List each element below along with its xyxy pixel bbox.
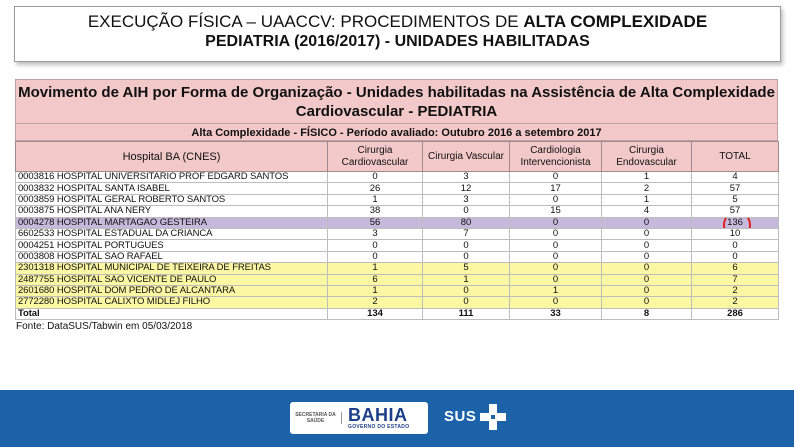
hospital-cell: 0003859 HOSPITAL GERAL ROBERTO SANTOS	[16, 194, 328, 205]
source-note: Fonte: DataSUS/Tabwin em 05/03/2018	[16, 321, 193, 333]
hospital-cell: 2487755 HOSPITAL SAO VICENTE DE PAULO	[16, 274, 328, 285]
cirurgia-cardiovascular-cell: 1	[328, 285, 423, 296]
title-line-1-prefix: EXECUÇÃO FÍSICA – UAACCV: PROCEDIMENTOS DE	[87, 12, 524, 31]
cirurgia-endovascular-cell: 0	[602, 251, 692, 262]
total-cell: 4	[692, 172, 779, 183]
spreadsheet	[15, 79, 778, 333]
cardiologia-intervencionista-cell: 0	[510, 240, 602, 251]
cardiologia-intervencionista-cell: 33	[510, 308, 602, 319]
total-row	[16, 308, 779, 319]
hospital-cell: 2601680 HOSPITAL DOM PEDRO DE ALCANTARA	[16, 285, 328, 296]
total-cell: 0	[692, 240, 779, 251]
header-cirurgia-endovascular: Cirurgia Endovascular	[602, 142, 692, 172]
title-line-1	[15, 12, 780, 32]
cirurgia-vascular-cell: 1	[423, 274, 510, 285]
cardiologia-intervencionista-cell: 15	[510, 206, 602, 217]
total-cell: 6	[692, 263, 779, 274]
cirurgia-endovascular-cell: 0	[602, 228, 692, 239]
hospital-cell: 0003816 HOSPITAL UNIVERSITARIO PROF EDGARD SANTOS	[16, 172, 328, 183]
table-row	[16, 228, 779, 239]
cirurgia-endovascular-cell: 4	[602, 206, 692, 217]
cirurgia-vascular-cell: 5	[423, 263, 510, 274]
cirurgia-cardiovascular-cell: 3	[328, 228, 423, 239]
cirurgia-cardiovascular-cell: 2	[328, 297, 423, 308]
table-row	[16, 217, 779, 228]
header-cirurgia-vascular: Cirurgia Vascular	[423, 142, 510, 172]
table-row	[16, 297, 779, 308]
cirurgia-cardiovascular-cell: 26	[328, 183, 423, 194]
table-row	[16, 206, 779, 217]
cirurgia-vascular-cell: 111	[423, 308, 510, 319]
cardiologia-intervencionista-cell: 0	[510, 194, 602, 205]
total-cell: 2	[692, 285, 779, 296]
cirurgia-cardiovascular-cell: 1	[328, 263, 423, 274]
banner-line-1: Movimento de AIH por Forma de Organização - Unidades habilitadas na Assistência de Alta Complexidade	[18, 84, 775, 101]
cirurgia-endovascular-cell: 0	[602, 297, 692, 308]
table-row	[16, 263, 779, 274]
total-cell: 2	[692, 297, 779, 308]
cirurgia-endovascular-cell: 0	[602, 217, 692, 228]
cirurgia-vascular-cell: 0	[423, 240, 510, 251]
hospital-cell: 0003832 HOSPITAL SANTA ISABEL	[16, 183, 328, 194]
hospital-cell: 2301318 HOSPITAL MUNICIPAL DE TEIXEIRA DE FREITAS	[16, 263, 328, 274]
cirurgia-vascular-cell: 3	[423, 194, 510, 205]
cirurgia-cardiovascular-cell: 56	[328, 217, 423, 228]
header-total: TOTAL	[692, 142, 779, 172]
banner-line-2: Cardiovascular - PEDIATRIA	[295, 103, 498, 120]
total-cell: 10	[692, 228, 779, 239]
bahia-wordmark	[342, 406, 428, 430]
table-row	[16, 274, 779, 285]
title-line-2: PEDIATRIA (2016/2017) - UNIDADES HABILITADAS	[205, 33, 590, 50]
cirurgia-endovascular-cell: 2	[602, 183, 692, 194]
slide-title	[14, 6, 781, 62]
header-cirurgia-cardiovascular: Cirurgia Cardiovascular	[328, 142, 423, 172]
cirurgia-endovascular-cell: 0	[602, 240, 692, 251]
cirurgia-vascular-cell: 7	[423, 228, 510, 239]
cirurgia-cardiovascular-cell: 0	[328, 172, 423, 183]
cirurgia-endovascular-cell: 1	[602, 194, 692, 205]
total-cell: 0	[692, 251, 779, 262]
table-row	[16, 172, 779, 183]
cirurgia-endovascular-cell: 0	[602, 274, 692, 285]
data-table	[15, 141, 779, 320]
cirurgia-cardiovascular-cell: 38	[328, 206, 423, 217]
cirurgia-endovascular-cell: 0	[602, 263, 692, 274]
cirurgia-endovascular-cell: 0	[602, 285, 692, 296]
table-banner	[15, 79, 778, 123]
cardiologia-intervencionista-cell: 0	[510, 274, 602, 285]
hospital-cell: 0003808 HOSPITAL SAO RAFAEL	[16, 251, 328, 262]
total-cell: 57	[692, 183, 779, 194]
footer-bar	[0, 390, 794, 447]
total-cell: 7	[692, 274, 779, 285]
cardiologia-intervencionista-cell: 0	[510, 263, 602, 274]
cirurgia-vascular-cell: 0	[423, 251, 510, 262]
hospital-cell: 6602533 HOSPITAL ESTADUAL DA CRIANCA	[16, 228, 328, 239]
cirurgia-cardiovascular-cell: 1	[328, 194, 423, 205]
cardiologia-intervencionista-cell: 1	[510, 285, 602, 296]
total-cell-highlighted: 136	[692, 217, 779, 228]
cardiologia-intervencionista-cell: 0	[510, 172, 602, 183]
bahia-text: BAHIA	[348, 405, 408, 425]
cirurgia-endovascular-cell: 8	[602, 308, 692, 319]
total-cell: 5	[692, 194, 779, 205]
cirurgia-vascular-cell: 3	[423, 172, 510, 183]
table-row	[16, 183, 779, 194]
cardiologia-intervencionista-cell: 17	[510, 183, 602, 194]
cardiologia-intervencionista-cell: 0	[510, 251, 602, 262]
cirurgia-cardiovascular-cell: 0	[328, 240, 423, 251]
hospital-cell: 0004251 HOSPITAL PORTUGUES	[16, 240, 328, 251]
table-body	[16, 172, 779, 320]
cardiologia-intervencionista-cell: 0	[510, 297, 602, 308]
cirurgia-cardiovascular-cell: 6	[328, 274, 423, 285]
cardiologia-intervencionista-cell: 0	[510, 217, 602, 228]
cirurgia-vascular-cell: 12	[423, 183, 510, 194]
header-row	[16, 142, 779, 172]
cirurgia-cardiovascular-cell: 0	[328, 251, 423, 262]
table-row	[16, 251, 779, 262]
title-line-1-bold: ALTA COMPLEXIDADE	[523, 12, 708, 31]
table-row	[16, 285, 779, 296]
cirurgia-vascular-cell: 0	[423, 285, 510, 296]
table-row	[16, 194, 779, 205]
table-row	[16, 240, 779, 251]
total-cell: 286	[692, 308, 779, 319]
total-label: Total	[16, 308, 328, 319]
cirurgia-endovascular-cell: 1	[602, 172, 692, 183]
cirurgia-vascular-cell: 80	[423, 217, 510, 228]
secretaria-label: SECRETARIA DA SAÚDE	[290, 412, 342, 424]
cirurgia-vascular-cell: 0	[423, 206, 510, 217]
governo-text: GOVERNO DO ESTADO	[348, 424, 410, 430]
table-subbanner: Alta Complexidade - FÍSICO - Período avaliado: Outubro 2016 a setembro 2017	[15, 123, 778, 141]
cardiologia-intervencionista-cell: 0	[510, 228, 602, 239]
header-cardiologia-intervencionista: Cardiologia Intervencionista	[510, 142, 602, 172]
hospital-cell: 2772280 HOSPITAL CALIXTO MIDLEJ FILHO	[16, 297, 328, 308]
cirurgia-cardiovascular-cell: 134	[328, 308, 423, 319]
cirurgia-vascular-cell: 0	[423, 297, 510, 308]
total-cell: 57	[692, 206, 779, 217]
hospital-cell: 0003875 HOSPITAL ANA NERY	[16, 206, 328, 217]
header-hospital: Hospital BA (CNES)	[16, 142, 328, 172]
sus-label: SUS	[444, 408, 477, 425]
hospital-cell: 0004278 HOSPITAL MARTAGAO GESTEIRA	[16, 217, 328, 228]
bahia-logo	[290, 402, 428, 434]
sus-cross-icon	[478, 402, 508, 432]
